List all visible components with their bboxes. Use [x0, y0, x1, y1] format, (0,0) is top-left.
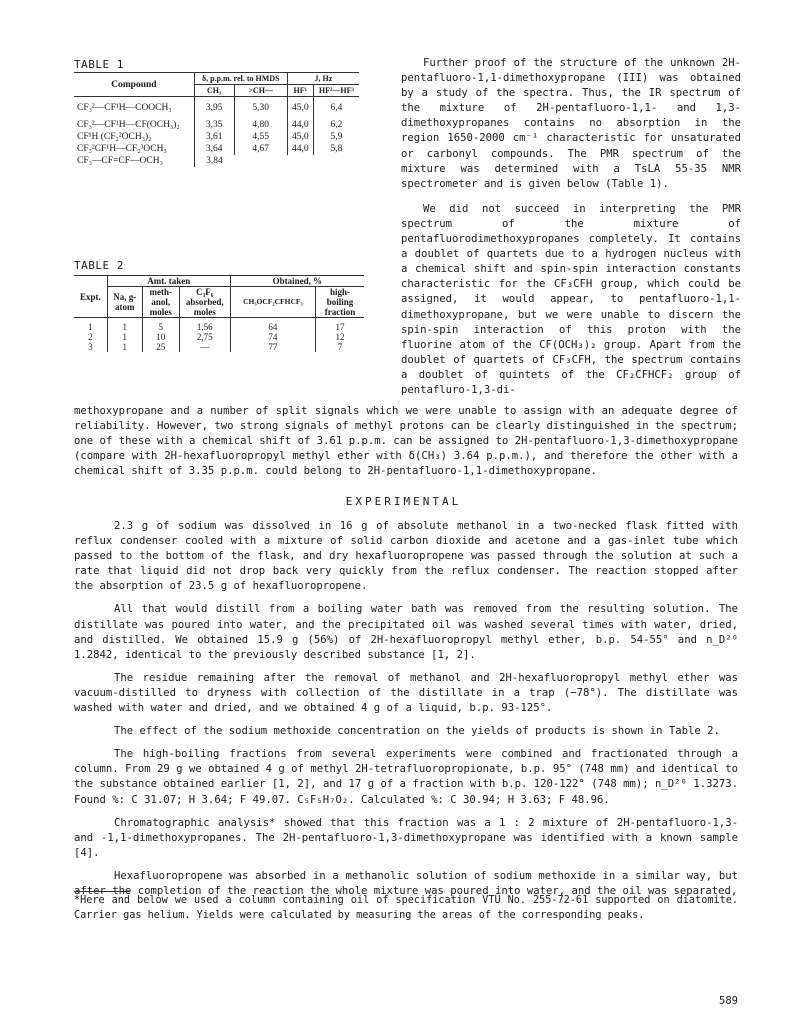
- table2-header-na: Na, g-atom: [107, 287, 142, 318]
- table1-caption: TABLE 1: [74, 58, 124, 71]
- table1-subheader: HF²—HF³: [313, 85, 359, 97]
- table-row: [74, 332, 364, 342]
- table2-cell: 74: [230, 332, 315, 342]
- table1-compound: CF₃²—CF¹H—CF(OCH₃)₂: [77, 120, 180, 130]
- table2-cell: 17: [316, 318, 365, 333]
- page-number: 589: [719, 995, 738, 1007]
- table2-cell: 64: [230, 318, 315, 333]
- table-row: [74, 155, 359, 167]
- table2-cell: —: [179, 342, 230, 352]
- paragraph: The effect of the sodium methoxide concentration on the yields of products is shown in Table 2.: [114, 725, 720, 738]
- paragraph: Chromatographic analysis* showed that this fraction was a 1 : 2 mixture of 2H-pentafluoro-1,3- and -1,1-dimethoxypropanes. The 2H-pentafluoro-1,3-dimethoxypropane was identified with a known sample [4].: [74, 816, 738, 859]
- paragraph: The residue remaining after the removal of methanol and 2H-hexafluoropropyl methyl ether was vacuum-distilled to dryness with collection of the distillate in a trap (−78°). The distillate was washed with water and dried, and we obtained 4 g of a liquid, b.p. 93-125°.: [74, 671, 738, 715]
- paragraph: 2.3 g of sodium was dissolved in 16 g of absolute methanol in a two-necked flask fitted with reflux condenser cooled with a mixture of solid carbon dioxide and acetone and a gas-inlet tube which passed to the bottom of the flask, and dry hexafluoropropene was passed through the solution at such a rate that liquid did not drop back very quickly from the reflux condenser. The reaction stopped after the absorption of 23.5 g of hexafluoropropene.: [74, 520, 738, 593]
- table1-compound: CF₃²—CF¹H—COOCH₃: [77, 103, 172, 113]
- table2-cell: 1: [107, 318, 142, 333]
- table2-cell: 7: [316, 342, 365, 352]
- table1-cell: 6,4: [313, 102, 359, 114]
- table1-header-compound: Compound: [74, 73, 194, 97]
- table1-cell: 5,30: [234, 102, 287, 114]
- table2-caption: TABLE 2: [74, 259, 124, 272]
- table2-cell: 1: [107, 342, 142, 352]
- continuation-text: [74, 404, 738, 479]
- table1-cell: 4,80: [234, 119, 287, 131]
- table2-header-c3f6: C₃F₆ absorbed, moles: [179, 287, 230, 318]
- table1-header-j: J, Hz: [287, 73, 359, 85]
- right-column-text: [401, 56, 741, 398]
- table2-header-ether: CH₃OCF₂CFHCF₃: [230, 287, 315, 318]
- table2-cell: 2: [88, 332, 93, 342]
- table-row: [74, 119, 359, 131]
- table1-cell: 3,61: [194, 131, 234, 143]
- table1-cell: [234, 155, 287, 167]
- table1-cell: 4,55: [234, 131, 287, 143]
- table1: [74, 72, 359, 167]
- table2-cell: 77: [230, 342, 315, 352]
- paragraph: We did not succeed in interpreting the PMR spectrum of the mixture of pentafluorodimethoxypropanes completely. It contains a doublet of quartets due to a hydrogen nucleus with a chemical shift and spin-spin interaction constants characteristic for the CF₃CFH group, which could be assigned, it would appear, to pentafluoro-1,1-dimethoxypropane, but we were unable to discern the spin-spin interaction of this proton with the fluorine atom of the CF(OCH₃)₂ group. Apart from the doublet of quartets of CF₃CFH, the spectrum contains a doublet of quintets of the CF₂CFHCF₂ group of pentafluro-1,3-di-: [401, 202, 741, 396]
- table-row: [74, 102, 359, 114]
- table-row: [74, 318, 364, 333]
- paragraph: Further proof of the structure of the unknown 2H-pentafluoro-1,1-dimethoxypropane (III) was obtained by a study of the spectra. Thus, the IR spectrum of the mixture of 2H-pentafluoro-1,1- and 1,3-dimethoxypropanes contains no absorption in the region 1650-2000 cm⁻¹ characteristic for unsaturated or carbonyl compounds. The PMR spectrum of the mixture was determined with a TsLA 55-35 NMR spectrometer and is given below (Table 1).: [401, 57, 741, 190]
- table1-cell: 44,0: [287, 119, 313, 131]
- table2-header-amt: Amt. taken: [107, 276, 230, 287]
- table2-header-obtained: Obtained, %: [230, 276, 364, 287]
- paragraph: All that would distill from a boiling water bath was removed from the resulting solution. The distillate was poured into water, and the precipitated oil was washed several times with water, dried, and distilled. We obtained 15.9 g (56%) of 2H-hexafluoropropyl methyl ether, b.p. 54-55° and n_D²⁰ 1.2842, identical to the previously described substance [1, 2].: [74, 603, 738, 661]
- table2-cell: 3: [88, 342, 93, 352]
- table1-compound: CF¹H (CF₂²OCH₃)₂: [77, 132, 152, 142]
- table1-subheader: CH₃: [194, 85, 234, 97]
- table1-cell: 3,95: [194, 102, 234, 114]
- table1-cell: 6,2: [313, 119, 359, 131]
- table2: [74, 275, 364, 352]
- table1-cell: 44,0: [287, 143, 313, 155]
- footnote: *Here and below we used a column containing oil of specification VTU No. 255-72-61 supported on diatomite. Carrier gas helium. Yields were calculated by measuring the areas of the corresponding peaks.: [74, 895, 738, 921]
- table-row: [74, 143, 359, 155]
- table1-cell: 45,0: [287, 131, 313, 143]
- footnote-divider: [74, 891, 130, 892]
- table2-cell: 1,56: [179, 318, 230, 333]
- table1-cell: 3,84: [194, 155, 234, 167]
- paragraph: Hexafluoropropene was absorbed in a methanolic solution of sodium methoxide in a similar way, but after the completion of the reaction the whole mixture was poured into water, and the oil was separated,: [74, 869, 738, 897]
- table1-compound: CF₃²CF¹H—CF₂³OCH₃: [77, 144, 167, 154]
- table1-cell: 5,9: [313, 131, 359, 143]
- table2-cell: 5: [142, 318, 179, 333]
- table1-cell: 5,8: [313, 143, 359, 155]
- table2-cell: 2,75: [179, 332, 230, 342]
- table1-subheader: HF¹: [287, 85, 313, 97]
- table1-subheader: >CH—: [234, 85, 287, 97]
- section-heading: EXPERIMENTAL: [345, 495, 462, 508]
- table-row: [74, 342, 364, 352]
- table1-cell: 4,67: [234, 143, 287, 155]
- table1-cell: 3,35: [194, 119, 234, 131]
- table1-compound: CF₃—CF=CF—OCH₃: [77, 156, 163, 166]
- experimental-section: [74, 519, 738, 899]
- table1-header-delta: δ, p.p.m. rel. to HMDS: [194, 73, 287, 85]
- table2-cell: 10: [142, 332, 179, 342]
- table2-cell: 25: [142, 342, 179, 352]
- table-row: [74, 131, 359, 143]
- table2-cell: 12: [316, 332, 365, 342]
- table1-cell: 3,64: [194, 143, 234, 155]
- table1-cell: [313, 155, 359, 167]
- table2-header-methanol: meth-anol, moles: [142, 287, 179, 318]
- table1-cell: 45,0: [287, 102, 313, 114]
- paragraph: The high-boiling fractions from several experiments were combined and fractionated through a column. From 29 g we obtained 4 g of methyl 2H-tetrafluoropropionate, b.p. 95° (748 mm) and identical to the substance obtained earlier [1, 2], and 17 g of a fraction with b.p. 120-122° (748 mm); n_D²⁰ 1.3273. Found %: C 31.07; H 3.64; F 49.07. C₅F₅H₇O₂. Calculated %: C 30.94; H 3.63; F 48.96.: [74, 748, 738, 806]
- table1-cell: [287, 155, 313, 167]
- table2-header-high: high-boiling fraction: [316, 287, 365, 318]
- table2-cell: 1: [88, 322, 93, 332]
- paragraph: methoxypropane and a number of split signals which we were unable to assign with an adequate degree of reliability. However, two strong signals of methyl protons can be clearly distinguished in the spectrum; one of these with a chemical shift of 3.61 p.p.m. can be assigned to 2H-pentafluoro-1,3-dimethoxypropane (compare with 2H-hexafluoropropyl methyl ether with δ(CH₃) 3.64 p.p.m.), and therefore the other with a chemical shift of 3.35 p.p.m. could belong to 2H-pentafluoro-1,1-dimethoxypropane.: [74, 405, 738, 478]
- table2-cell: 1: [107, 332, 142, 342]
- table2-header-expt: Expt.: [74, 276, 107, 318]
